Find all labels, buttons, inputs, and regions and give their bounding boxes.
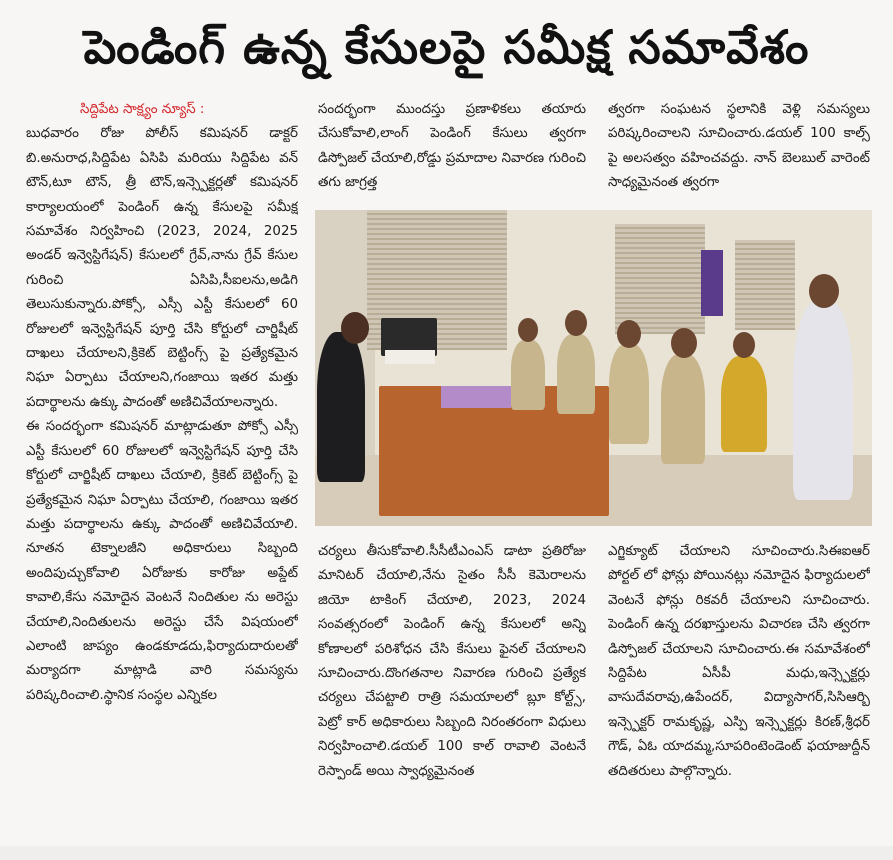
col3-top-text: త్వరగా సంఘటన స్థలానికి వెళ్లి సమస్యలు పరిష్కరించాలని సూచించారు.డయల్ 100 కాల్స్ పై అలసత్వం వహించవద్దు. నాన్ బెలబుల్ వారెంట్ సాధ్యమైనంత త్వరగా <box>608 102 870 191</box>
photo-notice-board <box>701 250 723 316</box>
col2-top-text: సందర్భంగా ముందస్తు ప్రణాళికలు తయారు చేసుకోవాలి,లాంగ్ పెండింగ్ కేసులు త్వరగా డిస్పోజల్ చేయాలి,రోడ్డు ప్రమాదాల నివారణ గురించి తగు జాగ్రత్త <box>318 102 586 191</box>
photo-standing-man <box>793 300 853 500</box>
column-2-top <box>318 98 586 198</box>
photo-officer-3-head <box>617 320 641 348</box>
headline: పెండింగ్ ఉన్న కేసులపై సమీక్ష సమావేశం <box>83 20 810 74</box>
photo-commissioner-head <box>341 312 369 344</box>
page-footer-strip <box>0 846 893 860</box>
photo-officer-4 <box>661 354 705 464</box>
col3-bottom-text: ఎగ్జిక్యూట్ చేయాలని సూచించారు.సిఈఐఆర్ పోర్టల్ లో ఫోన్లు పోయినట్లు నమోదైన ఫిర్యాదులలో వెంటనే ఫోన్లు రికవరీ చేయాలని సూచించారు. పెండింగ్ ఉన్న దరఖాస్తులను విచారణ చేసి త్వరగా డిస్పోజల్ చేయాలని సూచించారు.ఈ సమావేశంలో సిద్దిపేట ఏసీపీ మధు,ఇన్స్పెక్టర్లు వాసుదేవరావు,ఉపేందర్, విద్యాసాగర్,సిసిఆర్బి ఇన్స్పెక్టర్ రామకృష్ణ, ఎస్పి ఇన్స్పెక్టర్లు కిరణ్,శ్రీధర్ గౌడ్, ఏఓ యాదమ్మ,సూపరింటెండెంట్ ఫయాజుద్దీన్ తదితరులు పాల్గొన్నారు. <box>608 544 870 779</box>
photo-window-blinds-right <box>615 224 705 334</box>
photo-standing-man-head <box>809 274 839 308</box>
photo-commissioner <box>317 332 365 482</box>
col2-bottom-text: చర్యలు తీసుకోవాలి.సీసీటీఎంఎస్ డాటా ప్రతిరోజు మానిటర్ చేయాలి,నేను సైతం సీసీ కెమెరాలను జియో టాకింగ్ చేయాలి, 2023, 2024 సంవత్సరంలో పెండింగ్ ఉన్న కేసులలో అన్ని కోణాలలో పరిశోధన చేసి కేసులు ఫైనల్ చేయాలని సూచించారు.దొంగతనాల నివారణ గురించి ప్రత్యేక చర్యలు చేపట్టాలి రాత్రి సమయాలలో బ్లూ కోల్ట్స్, పెట్రో కార్ అధికారులు సిబ్బంది నిరంతరంగా విధులు నిర్వహించాలి.డయల్ 100 కాల్ రావాలి వెంటనే రెస్పాండ్ అయి స్వాధ్యమైనంత <box>318 544 586 779</box>
photo-officer-1-head <box>518 318 538 342</box>
col1-paragraph-1: బుధవారం రోజు పోలీస్ కమిషనర్ డాక్టర్ బి.అనురాధ,సిద్దిపేట ఏసిపి మరియు సిద్దిపేట వన్ టౌన్,టూ టౌన్, త్రీ టౌన్,ఇన్స్పెక్టర్లతో కమిషనర్ కార్యాలయంలో పెండింగ్ ఉన్న కేసులపై సమీక్ష సమావేశం నిర్వహించి (2023, 2024, 2025 అండర్ ఇన్వెస్టిగేషన్) కేసులలో గ్రేవ్,నాను గ్రేవ్ కేసుల గురించి ఏసిపి,సీఐలను,అడిగి తెలుసుకున్నారు.పోక్సో, ఎస్సీ ఎస్టీ కేసులలో 60 రోజులలో ఇన్వెస్టిగేషన్ పూర్తి చేసి కోర్టులో చార్జిషీట్ దాఖలు చేయాలని,క్రికెట్ బెట్టింగ్స్ పై ప్రత్యేకమైన నిఘా ఏర్పాటు చేయాలని,గంజాయి ఇతర మత్తు పదార్థాలను ఉక్కు పాదంతో అణిచివేయాలన్నారు. <box>26 126 298 410</box>
photo-paper-stack <box>385 350 435 364</box>
photo-woman-officer <box>721 356 767 452</box>
photo-window-blinds-far <box>735 240 795 330</box>
photo-officer-2 <box>557 334 595 414</box>
photo-woman-officer-head <box>733 332 755 358</box>
photo-officer-3 <box>609 344 649 444</box>
dateline: సిద్దిపేట సాక్ష్యం న్యూస్ : <box>80 102 205 117</box>
photo-officer-1 <box>511 340 545 410</box>
photo-officer-2-head <box>565 310 587 336</box>
col1-paragraph-2: ఈ సందర్భంగా కమిషనర్ మాట్లాడుతూ పోక్సో ఎస్సీ ఎస్టీ కేసులలో 60 రోజులలో ఇన్వెస్టిగేషన్ పూర్తి చేసి కోర్టులో చార్జిషీట్ దాఖలు చేయాలి, క్రికెట్ బెట్టింగ్స్ పై ప్రత్యేకమైన నిఘా ఏర్పాటు చేయాలి, గంజాయి ఇతర మత్తు పదార్థాలను ఉక్కు పాదంతో అణిచివేయాలి. నూతన టెక్నాలజీని అధికారులు సిబ్బంది అందిపుచ్చుకోవాలి ఏరోజుకు కారోజు అప్డేట్ కావాలి,కేసు నమోదైన వెంటనే నిందితుల ను అరెస్టు చేయాలి,నిందితులను అరెస్టు చేసే విషయంలో ఎలాంటి జాప్యం ఉండకూడదు,ఫిర్యాదుదారులతో మర్యాదగా మాట్లాడి వారి సమస్యను పరిష్కరించాలి.స్థానిక సంస్థల ఎన్నికల <box>26 419 298 703</box>
photo-officer-4-head <box>671 328 697 358</box>
meeting-photo <box>315 210 872 526</box>
column-1 <box>26 98 298 836</box>
photo-files <box>441 386 511 408</box>
column-3-top <box>608 98 870 198</box>
column-3-bottom <box>608 540 870 836</box>
column-2-bottom <box>318 540 586 836</box>
